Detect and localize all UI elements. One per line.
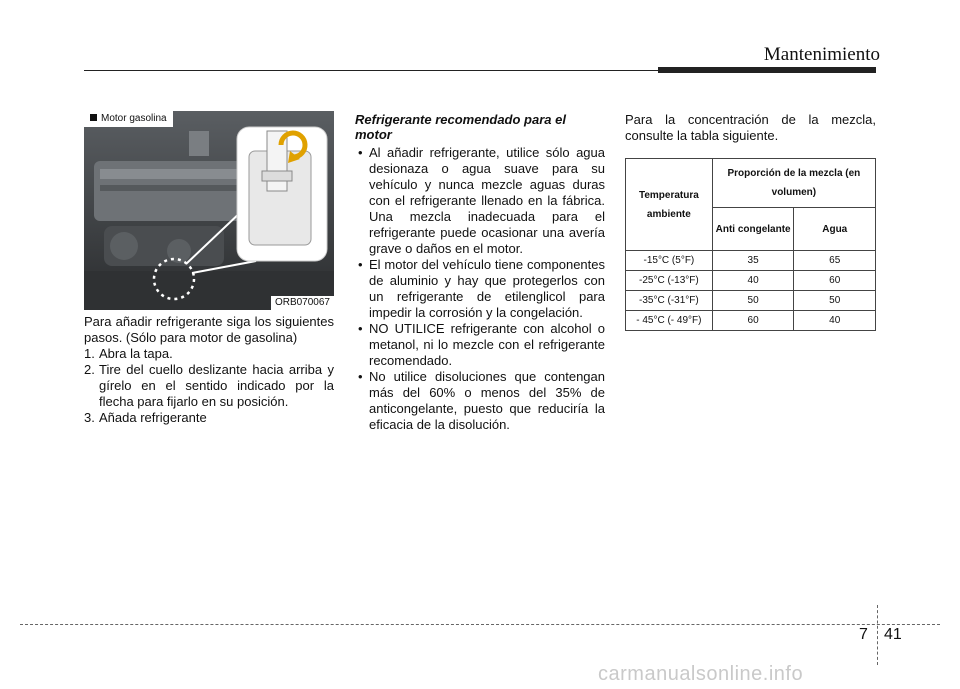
figure-caption-label — [84, 111, 173, 127]
table-header-row — [626, 159, 876, 208]
footer-rule — [20, 624, 940, 625]
table-row — [626, 311, 876, 331]
step-1 — [84, 346, 334, 362]
table-row — [626, 271, 876, 291]
cell-water: 50 — [794, 291, 876, 311]
cell-water: 40 — [794, 311, 876, 331]
header-temperature: Temperatura ambiente — [626, 159, 713, 251]
chapter-title: Mantenimiento — [763, 44, 880, 65]
header-proportion: Proporción de la mezcla (en volumen) — [712, 159, 875, 208]
square-bullet-icon — [90, 114, 97, 121]
step-text: Abra la tapa. — [99, 346, 173, 361]
cell-antifreeze: 50 — [712, 291, 794, 311]
cell-antifreeze: 60 — [712, 311, 794, 331]
figure-label-text: Motor gasolina — [101, 113, 167, 124]
step-number: 3. — [84, 410, 95, 425]
table-row — [626, 291, 876, 311]
bullet-icon: • — [358, 257, 363, 272]
step-3 — [84, 410, 334, 426]
bullet-text: No utilice disoluciones que contengan más del 60% o menos del 35% de anticongelante, puesto que reduciría la eficacia de la disolución. — [369, 369, 605, 432]
header-rule — [84, 70, 658, 71]
cell-water: 60 — [794, 271, 876, 291]
bullet-icon: • — [358, 145, 363, 160]
cell-temperature: -35°C (-31°F) — [626, 291, 713, 311]
step-2 — [84, 362, 334, 410]
header-water: Agua — [794, 208, 876, 251]
cell-temperature: - 45°C (- 49°F) — [626, 311, 713, 331]
bullet-icon: • — [358, 369, 363, 384]
bullet-text: NO UTILICE refrigerante con alcohol o metanol, ni lo mezcle con el refrigerante recomendado. — [369, 321, 605, 368]
chapter-number: 7 — [859, 626, 868, 643]
bullet-item — [355, 369, 605, 433]
header-rule-accent — [658, 67, 876, 73]
step-number: 1. — [84, 346, 95, 361]
section-heading: Refrigerante recomendado para el motor — [355, 112, 566, 142]
cell-temperature: -15°C (5°F) — [626, 251, 713, 271]
column-1-text — [84, 314, 334, 426]
step-text: Tire del cuello deslizante hacia arriba y gírelo en el sentido indicado por la flecha para fijarlo en su posición. — [99, 362, 334, 409]
step-number: 2. — [84, 362, 95, 377]
column-2-text — [355, 112, 605, 433]
footer-divider — [877, 605, 878, 665]
figure-code: ORB070067 — [271, 296, 334, 310]
header-antifreeze: Anti congelante — [712, 208, 794, 251]
table-row — [626, 251, 876, 271]
cell-water: 65 — [794, 251, 876, 271]
engine-figure — [84, 111, 334, 310]
cell-temperature: -25°C (-13°F) — [626, 271, 713, 291]
engine-illustration — [84, 111, 334, 310]
bullet-item — [355, 257, 605, 321]
bullet-text: Al añadir refrigerante, utilice sólo agua desionaza o agua suave para su vehículo y nunca mezcle aguas duras con el refrigerante llenado en la fábrica. Una mezcla inadecuada para el refrigerante puede ocasionar una avería grave o daños en el motor. — [369, 145, 605, 256]
col1-intro: Para añadir refrigerante siga los siguientes pasos. (Sólo para motor de gasolina) — [84, 314, 334, 345]
cell-antifreeze: 35 — [712, 251, 794, 271]
bullet-item — [355, 321, 605, 369]
bullet-item — [355, 145, 605, 257]
cell-antifreeze: 40 — [712, 271, 794, 291]
bullet-icon: • — [358, 321, 363, 336]
table-intro: Para la concentración de la mezcla, consulte la tabla siguiente. — [625, 112, 876, 143]
step-text: Añada refrigerante — [99, 410, 207, 425]
watermark: carmanualsonline.info — [598, 663, 804, 685]
page-number: 41 — [884, 626, 902, 643]
mixture-table — [625, 158, 876, 331]
bullet-text: El motor del vehículo tiene componentes de aluminio y hay que protegerlos con un refrigerante de etilenglicol para impedir la corrosión y la congelación. — [369, 257, 605, 320]
